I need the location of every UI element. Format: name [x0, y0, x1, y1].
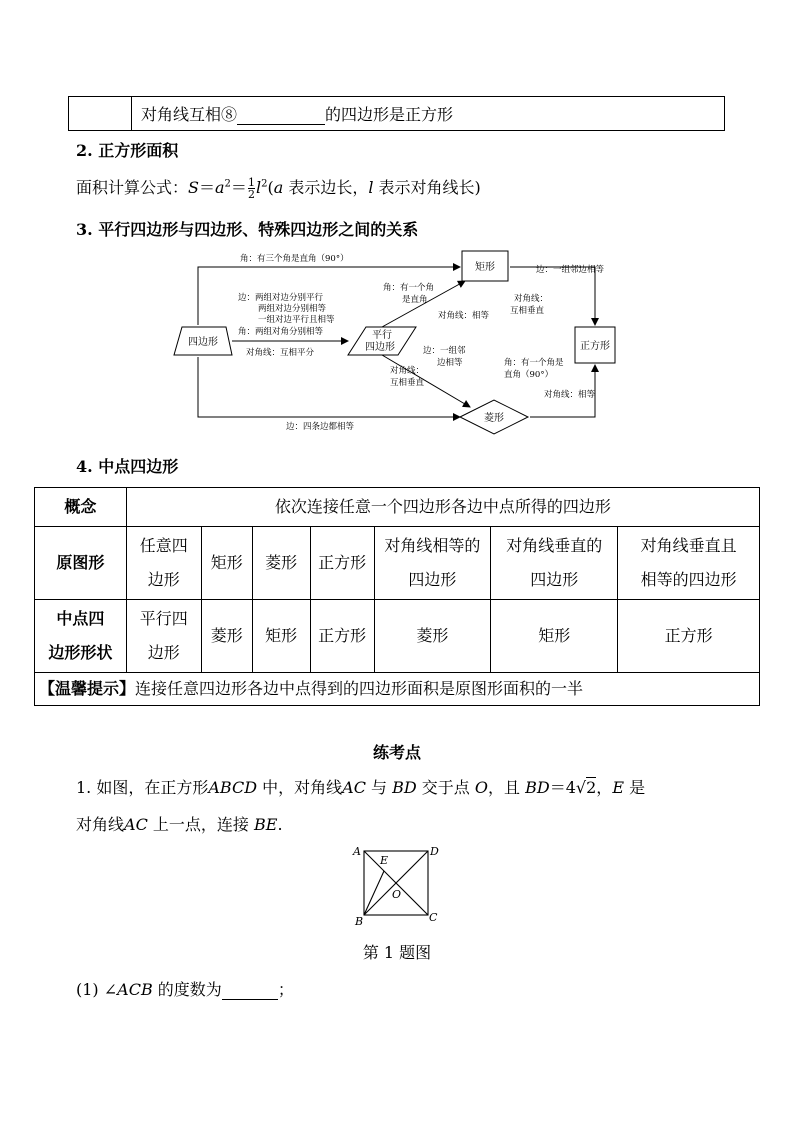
label-bottom: 边：四条边都相等 — [286, 422, 355, 432]
tip-label: 【温馨提示】 — [39, 679, 136, 698]
question1-line2: 对角线AC 上一点，连接 BE. — [76, 815, 283, 834]
label-diag-quad: 对角线：互相平分 — [246, 348, 315, 358]
mid-col-6: 正方形 — [618, 600, 760, 673]
figure-caption: 第 1 题图 — [362, 943, 432, 962]
label-rhom-sq-1: 角：有一个角是 — [504, 358, 564, 368]
sqrt-symbol: √ — [575, 778, 587, 797]
fig-label-C: C — [429, 911, 438, 924]
fig-label-O: O — [392, 888, 402, 901]
mid-col-2: 矩形 — [252, 600, 310, 673]
label-sides-4: 角：两组对角分别相等 — [238, 327, 324, 337]
formula-eq2: ＝ — [230, 178, 247, 197]
fig-label-D: D — [430, 845, 439, 858]
label-sides-2: 两组对边分别相等 — [258, 304, 327, 314]
tip-cell — [35, 673, 760, 706]
table-row-midpoint — [35, 600, 760, 673]
label-rhom-sq-3: 对角线：相等 — [544, 390, 596, 400]
top-row-text-after: 的四边形是正方形 — [325, 105, 454, 124]
label-para-rect-1: 角：有一个角 — [383, 283, 435, 293]
tip-text: 连接任意四边形各边中点得到的四边形面积是原图形面积的一半 — [135, 679, 584, 698]
label-para-rhom-4: 互相垂直 — [390, 378, 425, 388]
label-rect-sq-3: 互相垂直 — [510, 306, 545, 316]
formula-label: 面积计算公式： — [76, 178, 189, 197]
top-table-row — [68, 96, 725, 131]
label-para-rhom-2: 边相等 — [437, 358, 463, 368]
sqrt-radicand: 2 — [586, 778, 597, 797]
node-parallelogram-2: 四边形 — [365, 342, 395, 353]
section4-title: 4. 中点四边形 — [76, 457, 179, 476]
area-formula — [76, 175, 481, 200]
label-rhom-sq-2: 直角（90°） — [504, 370, 554, 380]
mid-col-1: 菱形 — [201, 600, 252, 673]
formula-l-note: l — [368, 178, 374, 197]
answer-blank[interactable] — [237, 105, 325, 125]
label-para-rhom-3: 对角线： — [390, 366, 425, 376]
section3-title: 3. 平行四边形与四边形、特殊四边形之间的关系 — [76, 220, 419, 239]
mid-col-0: 平行四 边形 — [126, 600, 201, 673]
orig-col-3: 正方形 — [310, 527, 374, 600]
formula-l-desc: 表示对角线长) — [373, 178, 481, 197]
mid-col-3: 正方形 — [310, 600, 374, 673]
formula-paren: ( — [267, 178, 274, 197]
label-para-rhom-1: 边：一组邻 — [423, 346, 466, 356]
orig-col-0: 任意四 边形 — [126, 527, 201, 600]
table-row-original — [35, 527, 760, 600]
square-abcd-figure — [350, 842, 450, 926]
top-row-left-cell — [69, 97, 132, 130]
answer-blank-1[interactable] — [222, 980, 278, 1000]
original-shape-label: 原图形 — [35, 527, 127, 600]
concept-label: 概念 — [35, 488, 127, 527]
orig-col-1: 矩形 — [201, 527, 252, 600]
node-rectangle: 矩形 — [475, 262, 495, 273]
midpoint-shape-label: 中点四 边形形状 — [35, 600, 127, 673]
table-row-concept — [35, 488, 760, 527]
circled-number: ⑧ — [221, 105, 238, 124]
formula-sup-a: 2 — [224, 178, 231, 190]
formula-l: l — [255, 178, 262, 197]
fig-label-B: B — [355, 915, 364, 926]
label-para-rect-3: 对角线：相等 — [438, 311, 490, 321]
node-square: 正方形 — [580, 341, 610, 352]
label-sides-1: 边：两组对边分别平行 — [238, 293, 324, 303]
midpoint-quadrilateral-table — [34, 487, 760, 706]
mid-col-4: 菱形 — [374, 600, 491, 673]
formula-a-note: a — [273, 178, 284, 197]
top-row-text-before: 对角线互相 — [141, 105, 222, 124]
node-quadrilateral: 四边形 — [188, 337, 218, 348]
orig-col-4: 对角线相等的 四边形 — [374, 527, 491, 600]
quadrilateral-relationship-diagram — [170, 245, 640, 440]
fraction-denominator: 2 — [247, 188, 255, 201]
practice-heading: 练考点 — [372, 743, 421, 762]
top-row-text — [141, 102, 453, 125]
table-row-tip — [35, 673, 760, 706]
label-top: 角：有三个角是直角（90°） — [240, 254, 349, 264]
formula-fraction — [248, 177, 255, 200]
label-sides-3: 一组对边平行且相等 — [258, 315, 335, 325]
node-parallelogram-1: 平行 — [372, 330, 392, 341]
formula-sup-l: 2 — [261, 178, 268, 190]
formula-S: S — [188, 178, 199, 197]
question1-line1: 1. 如图，在正方形ABCD 中，对角线AC 与 BD 交于点 O，且 BD＝4√2，E 是 — [76, 778, 646, 797]
formula-a: a — [215, 178, 225, 197]
formula-eq1: ＝ — [198, 178, 215, 197]
label-para-rect-2: 是直角 — [402, 295, 428, 305]
mid-col-5: 矩形 — [491, 600, 618, 673]
orig-col-2: 菱形 — [252, 527, 310, 600]
concept-text: 依次连接任意一个四边形各边中点所得的四边形 — [126, 488, 759, 527]
orig-col-5: 对角线垂直的 四边形 — [491, 527, 618, 600]
fig-label-E: E — [380, 854, 389, 867]
node-rhombus: 菱形 — [484, 413, 504, 424]
orig-col-6: 对角线垂直且 相等的四边形 — [618, 527, 760, 600]
formula-a-desc: 表示边长， — [283, 178, 369, 197]
fig-label-A: A — [353, 845, 361, 858]
fraction-numerator: 1 — [247, 176, 255, 189]
subquestion-1: (1) ∠ACB 的度数为 ； — [76, 980, 294, 999]
label-rect-sq-1: 边：一组邻边相等 — [536, 265, 605, 275]
label-rect-sq-2: 对角线： — [514, 294, 549, 304]
section2-title: 2. 正方形面积 — [76, 141, 179, 160]
